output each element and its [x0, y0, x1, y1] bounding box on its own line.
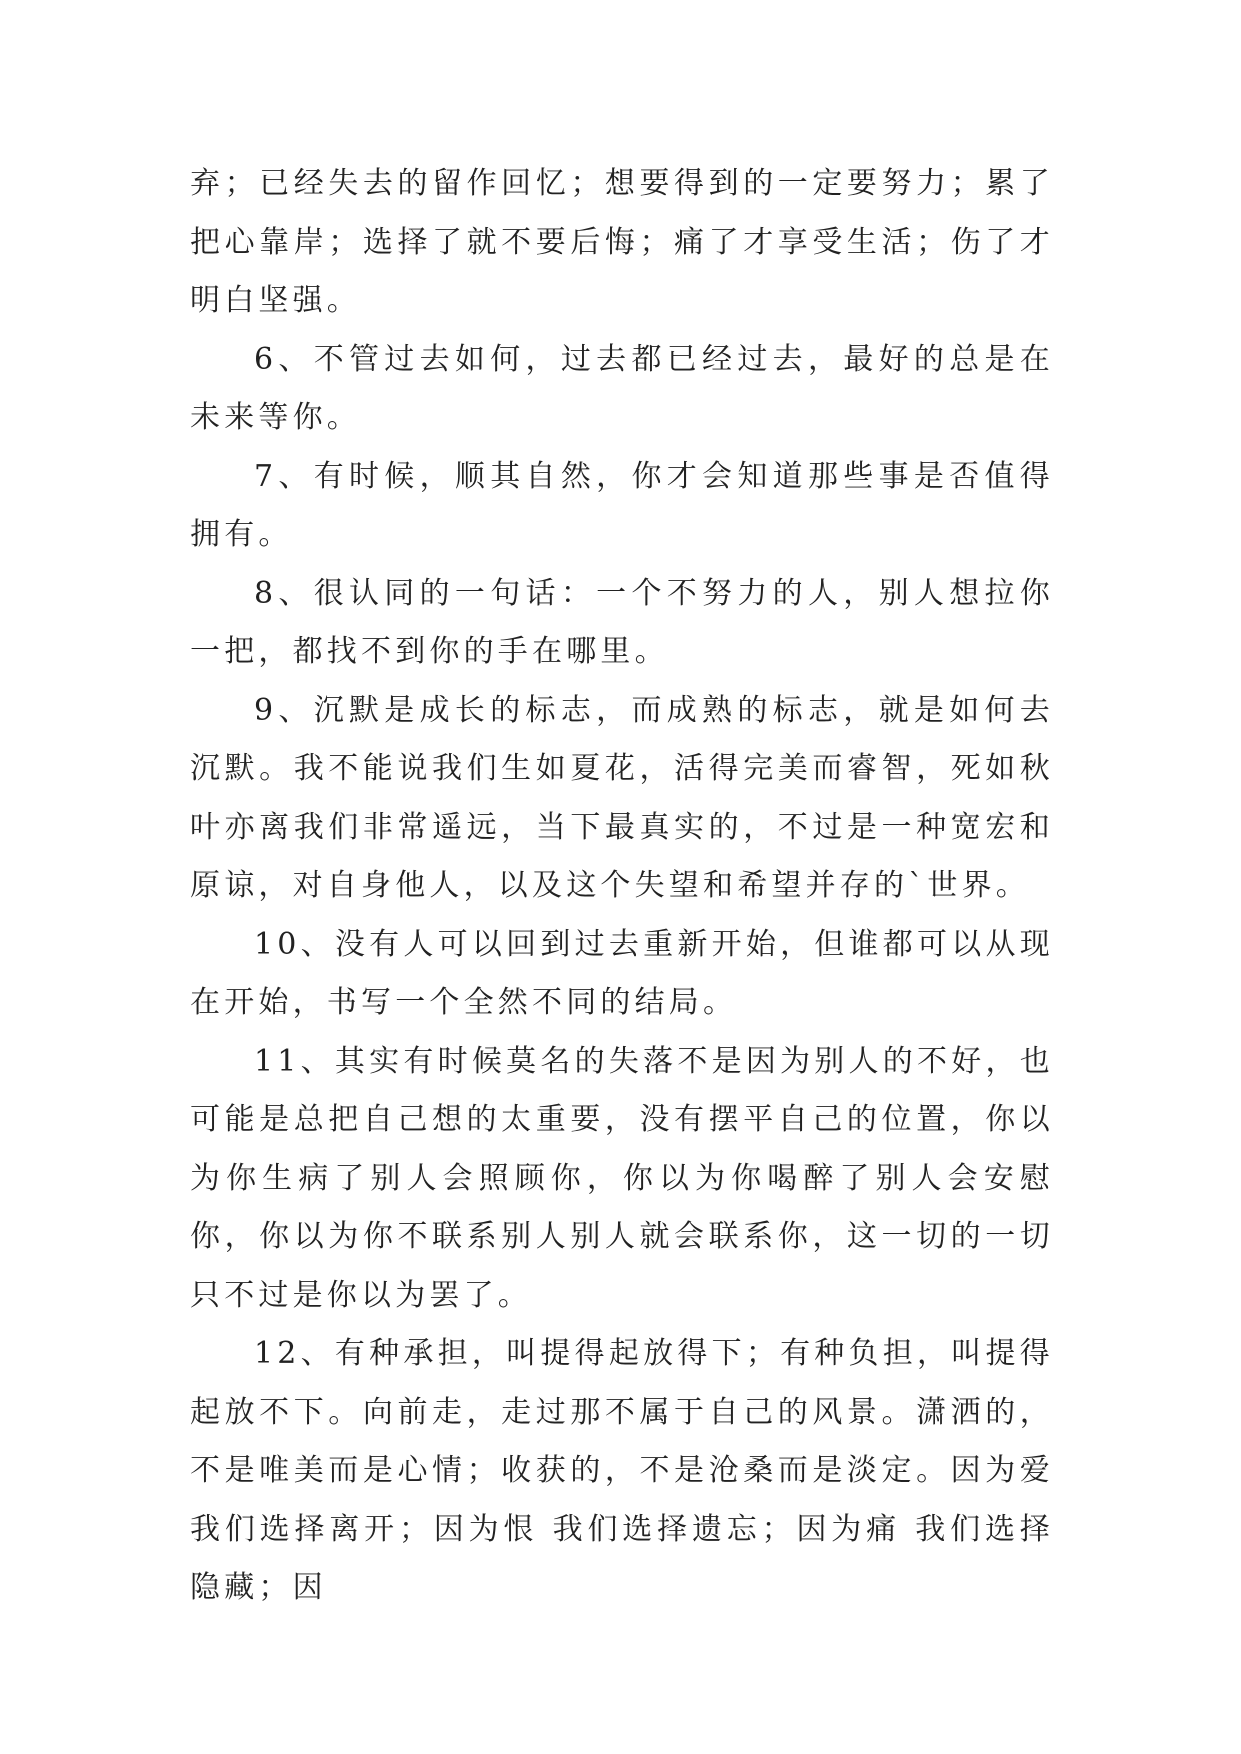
paragraph-continuation: 弃；已经失去的留作回忆；想要得到的一定要努力；累了把心靠岸；选择了就不要后悔；痛了才享受生活；伤了才明白坚强。 [190, 166, 1054, 318]
paragraph-item-11: 11、其实有时候莫名的失落不是因为别人的不好，也可能是总把自己想的太重要，没有摆平自己的位置，你以为你生病了别人会照顾你，你以为你喝醉了别人会安慰你，你以为你不联系别人别人就会联系你，这一切的一切只不过是你以为罢了。 [190, 1043, 1054, 1313]
document-body [190, 155, 1054, 1618]
paragraph-item-9: 9、沉默是成长的标志，而成熟的标志，就是如何去沉默。我不能说我们生如夏花，活得完美而睿智，死如秋叶亦离我们非常遥远，当下最真实的，不过是一种宽宏和原谅，对自身他人，以及这个失望和希望并存的`世界。 [190, 692, 1054, 903]
paragraph-item-10: 10、没有人可以回到过去重新开始，但谁都可以从现在开始，书写一个全然不同的结局。 [190, 926, 1054, 1020]
paragraph-item-12: 12、有种承担，叫提得起放得下；有种负担，叫提得起放不下。向前走，走过那不属于自己的风景。潇洒的，不是唯美而是心情；收获的，不是沧桑而是淡定。因为爱我们选择离开；因为恨 我们选择遗忘；因为痛 我们选择隐藏；因 [190, 1336, 1054, 1605]
paragraph-item-6: 6、不管过去如何，过去都已经过去，最好的总是在未来等你。 [190, 341, 1054, 435]
paragraph-item-8: 8、很认同的一句话：一个不努力的人，别人想拉你一把，都找不到你的手在哪里。 [190, 575, 1054, 669]
paragraph-item-7: 7、有时候，顺其自然，你才会知道那些事是否值得拥有。 [190, 458, 1054, 552]
